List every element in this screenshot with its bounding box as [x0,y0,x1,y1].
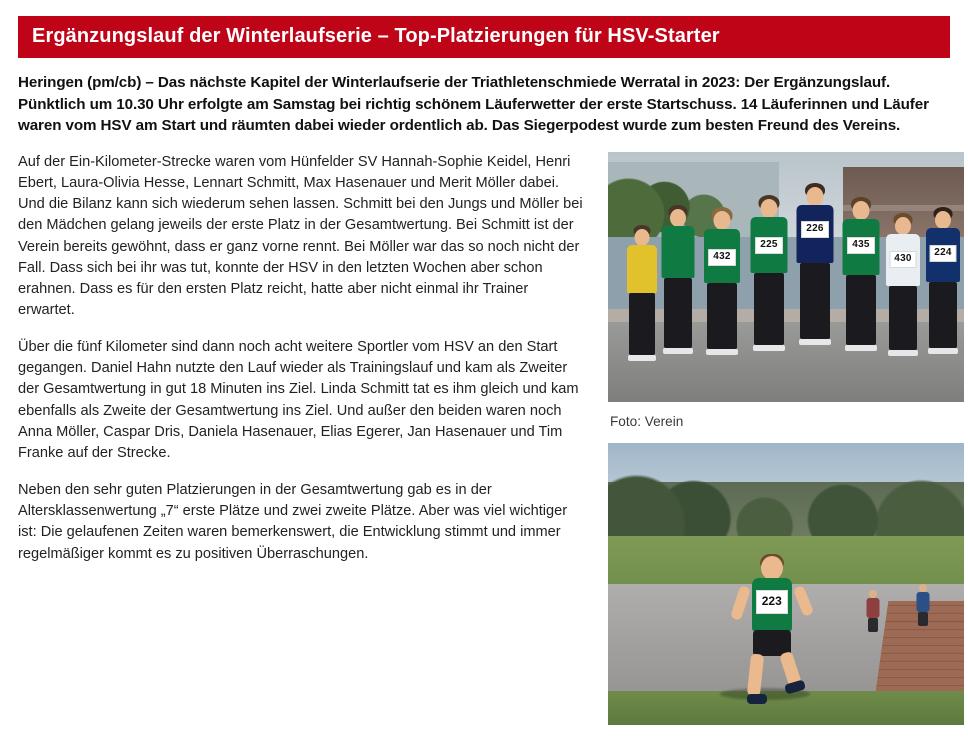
runner-head [935,211,951,229]
runner-legs [754,273,784,345]
runner-bib: 226 [801,221,829,238]
photo-trees [608,465,964,538]
runner-bib: 223 [756,590,788,614]
runner-bib: 430 [890,251,917,268]
runner-head [761,199,778,218]
runner-legs [629,293,655,355]
article-media-column [608,152,964,725]
runner-shoes [799,339,831,345]
article-paragraph: Auf der Ein-Kilometer-Strecke waren vom Hünfelder SV Hannah-Sophie Keidel, Henri Ebert, Laura-Olivia Hesse, Lennart Schmitt, Max Hasenauer und Merit Möller dabei. Und die Bilanz kann sich wiederum sehen lassen. Schmitt bei den Jungs und Möller bei den Mädchen gelang jeweils der erste Platz in der Gesamtwertung. Bei Schmitt ist der Verein bereits gewöhnt, dass er ganz vorne rennt. Bei Möller war das so noch nicht der Fall. Dass sich bei ihr was tut, konnte der HSV in den letzten Wochen aber schon erahnen. Dass es für den ersten Platz reicht, hatte aber nicht einmal ihr Trainer erwartet. [18,153,583,319]
runner-bib: 225 [755,237,783,254]
gruppenfoto-hsv-starter-image [608,152,964,402]
article-paragraph: Neben den sehr guten Platzierungen in der Gesamtwertung gab es in der Altersklassenwertung „7“ erste Plätze und zwei zweite Plätze. Aber was viel wichtiger ist: Die gelaufenen Zeiten waren bemerkenswert, die Entwicklung stimmt und immer regelmäßiger kommt es zu positiven Überraschungen. [18,482,568,562]
spectator-body [867,598,880,618]
article-paragraph: Über die fünf Kilometer sind dann noch acht weitere Sportler vom HSV an den Start gegangen. Daniel Hahn nutzte den Lauf wieder als Trainingslauf und kam als Zweiter der Gesamtwertung in gut 18 Minuten ins Ziel. Linda Schmitt tat es ihm gleich und kam ebenfalls als Zweite der Gesamtwertung ins Ziel. Und außer den beiden waren noch Anna Möller, Caspar Dris, Daniela Hasenauer, Elias Egerer, Jan Hasenauer und Tim Franke auf der Strecke. [18,339,579,461]
spectator-legs [868,618,878,632]
runner-bib: 224 [930,245,957,262]
runner-shoes [888,350,918,356]
spectator-figure [916,584,930,626]
spectator-body [917,592,930,612]
spectator-head [919,584,927,592]
spectator-legs [918,612,928,626]
runner-shirt [627,245,657,293]
runner-legs [889,286,917,350]
runner-shoes [663,348,693,354]
runner-head [807,187,824,206]
runner-shoes [928,348,958,354]
runner-head [635,229,650,246]
runner-legs [800,263,830,339]
spectator-figure [866,590,880,632]
runner-figure [918,197,964,397]
runner-legs [664,278,692,348]
runner-head [714,211,731,230]
runner-bib: 435 [847,237,875,254]
runner-head [670,209,686,227]
runner-figure [696,197,748,397]
laufer-auf-strecke-image [608,443,964,725]
runner-shoes [845,345,877,351]
runner-legs [846,275,876,345]
spectator-head [869,590,877,598]
article-lead: Heringen (pm/cb) – Das nächste Kapitel der Winterlaufserie der Triathletenschmiede Werratal in 2023: Der Ergänzungslauf. Pünktlich um 10.30 Uhr erfolgte am Samstag bei richtig schönem Läuferwetter der erste Startschuss. 14 Läuferinnen und Läufer waren vom HSV am Start und räumten dabei wieder ordentlich ab. Das Siegerpodest wurde zum besten Freund des Vereins. [18,74,929,135]
runner-shoes [753,345,785,351]
article-text-column [18,152,584,725]
runner-shoes [628,355,656,361]
article-body [18,152,950,725]
runner-head [895,217,911,235]
runner-bib: 432 [708,249,736,266]
runner-head [761,556,783,580]
runner-legs [707,283,737,349]
runner-shirt [662,226,695,278]
runner-figure [737,556,807,716]
runner-legs [929,282,957,348]
runner-leg-left [747,653,764,696]
runner-figure [654,201,702,397]
runner-shoes [706,349,738,355]
runner-shoe-left [747,694,767,704]
runner-head [853,201,870,220]
photo-caption: Foto: Verein [610,413,684,429]
page-title: Ergänzungslauf der Winterlaufserie – Top-Platzierungen für HSV-Starter [18,16,950,58]
